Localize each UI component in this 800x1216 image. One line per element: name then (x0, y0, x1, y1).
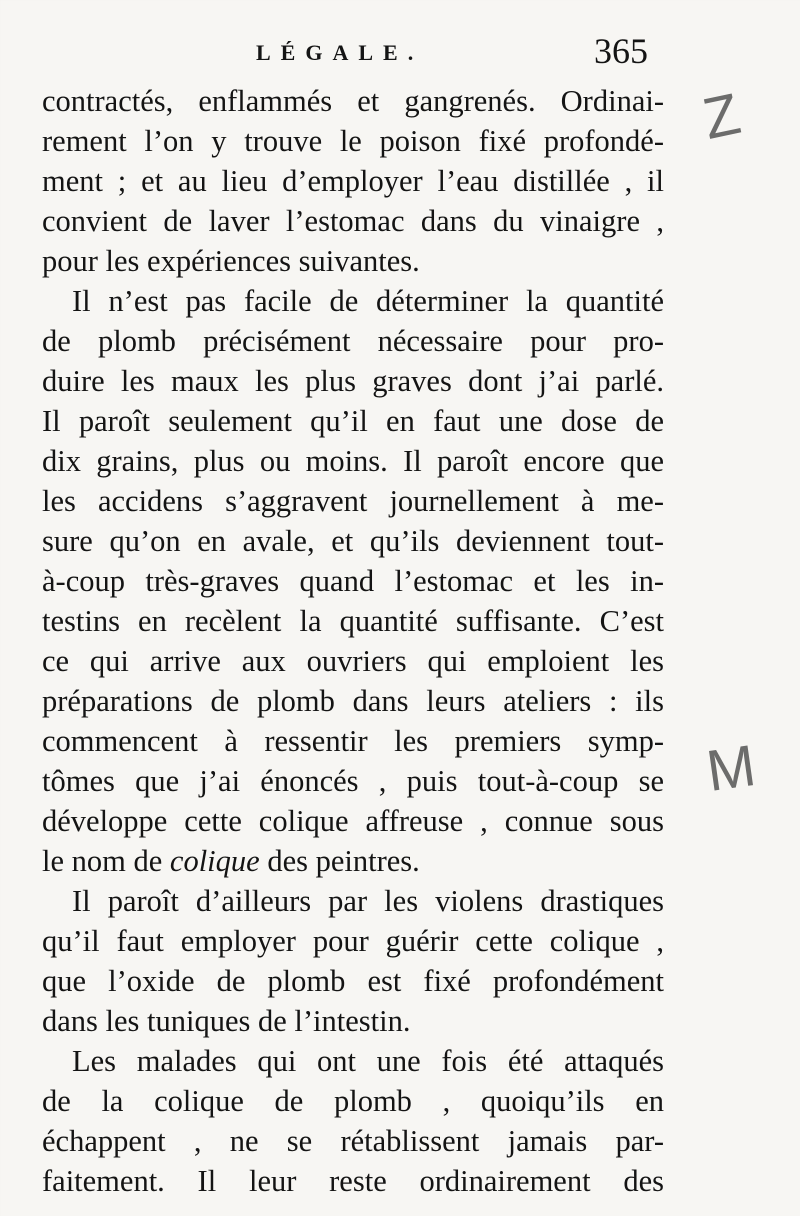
text-line: les accidens s’aggravent journellement à me- (42, 484, 664, 518)
text-line: de plomb précisément nécessaire pour pro- (42, 324, 664, 358)
page-header (0, 26, 800, 76)
text-line: testins en recèlent la quantité suffisante. C’est (42, 604, 664, 638)
page-number: 365 (594, 31, 648, 71)
text-line: échappent , ne se rétablissent jamais par- (42, 1124, 664, 1158)
text-line: ment ; et au lieu d’employer l’eau distillée , il (42, 164, 664, 198)
text-segment: le nom de (42, 844, 163, 878)
margin-mark-middle: M (702, 732, 760, 805)
text-line (42, 841, 664, 881)
text-line: Il n’est pas facile de déterminer la quantité (72, 284, 664, 318)
text-line: sure qu’on en avale, et qu’ils deviennent tout- (42, 524, 664, 558)
text-line: tômes que j’ai énoncés , puis tout-à-coup se (42, 764, 664, 798)
text-line: dix grains, plus ou moins. Il paroît encore que (42, 444, 664, 478)
text-line: Il paroît d’ailleurs par les violens drastiques (72, 884, 664, 918)
text-line: duire les maux les plus graves dont j’ai parlé. (42, 364, 664, 398)
text-line: Les malades qui ont une fois été attaqués (72, 1044, 664, 1078)
text-line: à-coup très-graves quand l’estomac et les in- (42, 564, 664, 598)
text-line: de la colique de plomb , quoiqu’ils en (42, 1084, 664, 1118)
text-line: rement l’on y trouve le poison fixé profondé- (42, 124, 664, 158)
italic-term: colique (169, 844, 260, 878)
margin-mark-top: Z (697, 81, 746, 152)
text-line: faitement. Il leur reste ordinairement des (42, 1164, 664, 1198)
text-line: Il paroît seulement qu’il en faut une dose de (42, 404, 664, 438)
text-line: convient de laver l’estomac dans du vinaigre , (42, 204, 664, 238)
text-line: qu’il faut employer pour guérir cette colique , (42, 924, 664, 958)
text-line: préparations de plomb dans leurs ateliers : ils (42, 684, 664, 718)
text-line: dans les tuniques de l’intestin. (42, 1004, 411, 1038)
text-segment: des peintres. (267, 844, 420, 878)
running-head: LÉGALE. (256, 40, 424, 65)
text-line: que l’oxide de plomb est fixé profondément (42, 964, 664, 998)
text-line: ce qui arrive aux ouvriers qui emploient les (42, 644, 664, 678)
text-line: contractés, enflammés et gangrenés. Ordinai- (42, 84, 664, 118)
text-line: pour les expériences suivantes. (42, 244, 420, 278)
text-line: commencent à ressentir les premiers symp- (42, 724, 664, 758)
text-line: développe cette colique affreuse , connue sous (42, 804, 664, 838)
